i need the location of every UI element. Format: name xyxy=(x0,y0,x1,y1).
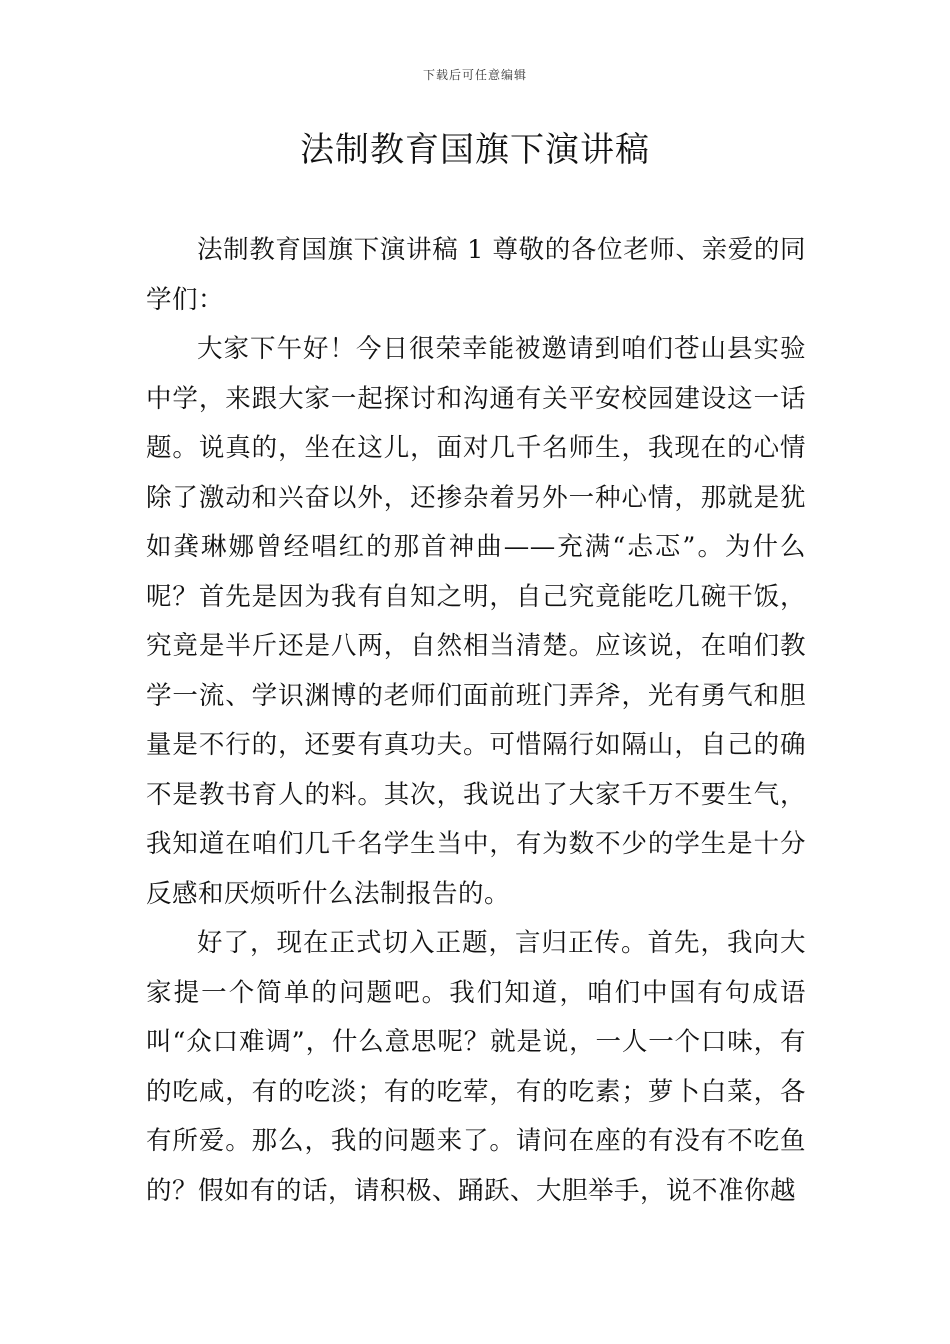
document-body xyxy=(146,226,806,1216)
paragraph-2: 大家下午好！今日很荣幸能被邀请到咱们苍山县实验中学，来跟大家一起探讨和沟通有关平安校园建设这一话题。说真的，坐在这儿，面对几千名师生，我现在的心情除了激动和兴奋以外，还掺杂着另外一种心情，那就是犹如龚琳娜曾经唱红的那首神曲——充满“忐忑”。为什么呢？首先是因为我有自知之明，自己究竟能吃几碗干饭，究竟是半斤还是八两，自然相当清楚。应该说，在咱们教学一流、学识渊博的老师们面前班门弄斧，光有勇气和胆量是不行的，还要有真功夫。可惜隔行如隔山，自己的确不是教书育人的料。其次，我说出了大家千万不要生气，我知道在咱们几千名学生当中，有为数不少的学生是十分反感和厌烦听什么法制报告的。 xyxy=(146,334,806,909)
header-note: 下载后可任意编辑 xyxy=(422,68,527,82)
paragraph-3: 好了，现在正式切入正题，言归正传。首先，我向大家提一个简单的问题吧。我们知道，咱们中国有句成语叫“众口难调”，什么意思呢？就是说，一人一个口味，有的吃咸，有的吃淡；有的吃荤，有的吃素；萝卜白菜，各有所爱。那么，我的问题来了。请问在座的有没有不吃鱼的？假如有的话，请积极、踊跃、大胆举手，说不准你越 xyxy=(146,928,806,1206)
document-title: 法制教育国旗下演讲稿 xyxy=(300,130,650,170)
paragraph-1: 法制教育国旗下演讲稿 1 尊敬的各位老师、亲爱的同学们： xyxy=(146,235,806,315)
